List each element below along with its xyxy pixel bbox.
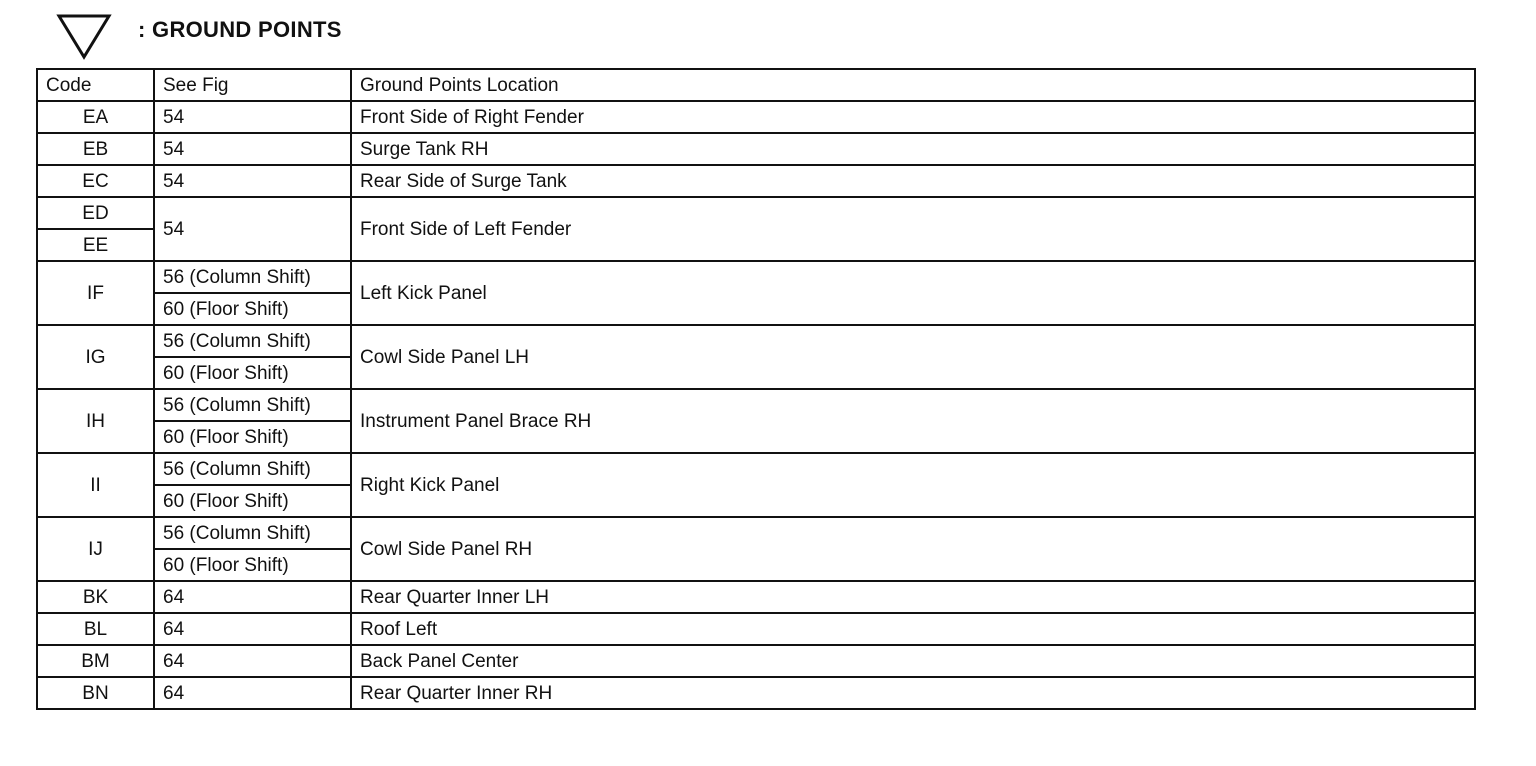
location-cell: Left Kick Panel bbox=[351, 261, 1475, 325]
code-cell: IF bbox=[37, 261, 154, 325]
column-header-see-fig: See Fig bbox=[154, 69, 351, 101]
code-cell: EA bbox=[37, 101, 154, 133]
table-row bbox=[37, 325, 1475, 357]
see-fig-cell: 56 (Column Shift) bbox=[154, 453, 351, 485]
table-row bbox=[37, 389, 1475, 421]
code-cell: EC bbox=[37, 165, 154, 197]
see-fig-cell: 64 bbox=[154, 581, 351, 613]
see-fig-cell: 60 (Floor Shift) bbox=[154, 293, 351, 325]
ground-symbol-icon bbox=[56, 12, 112, 60]
see-fig-cell: 54 bbox=[154, 197, 351, 261]
ground-points-table bbox=[36, 68, 1476, 710]
location-cell: Front Side of Left Fender bbox=[351, 197, 1475, 261]
code-cell: ED bbox=[37, 197, 154, 229]
see-fig-cell: 56 (Column Shift) bbox=[154, 389, 351, 421]
see-fig-cell: 54 bbox=[154, 101, 351, 133]
table-row bbox=[37, 261, 1475, 293]
see-fig-cell: 64 bbox=[154, 677, 351, 709]
code-cell: BK bbox=[37, 581, 154, 613]
location-cell: Rear Quarter Inner RH bbox=[351, 677, 1475, 709]
table-header-row bbox=[37, 69, 1475, 101]
header bbox=[56, 10, 342, 62]
see-fig-cell: 60 (Floor Shift) bbox=[154, 485, 351, 517]
table-row bbox=[37, 453, 1475, 485]
see-fig-cell: 60 (Floor Shift) bbox=[154, 549, 351, 581]
code-cell: BN bbox=[37, 677, 154, 709]
column-header-code: Code bbox=[37, 69, 154, 101]
see-fig-cell: 64 bbox=[154, 645, 351, 677]
table-row bbox=[37, 165, 1475, 197]
table-row bbox=[37, 645, 1475, 677]
table-row bbox=[37, 101, 1475, 133]
table-row bbox=[37, 581, 1475, 613]
see-fig-cell: 54 bbox=[154, 133, 351, 165]
see-fig-cell: 54 bbox=[154, 165, 351, 197]
location-cell: Cowl Side Panel RH bbox=[351, 517, 1475, 581]
page-title: : GROUND POINTS bbox=[138, 17, 342, 42]
location-cell: Rear Side of Surge Tank bbox=[351, 165, 1475, 197]
see-fig-cell: 64 bbox=[154, 613, 351, 645]
code-cell: IG bbox=[37, 325, 154, 389]
column-header-location: Ground Points Location bbox=[351, 69, 1475, 101]
table-row bbox=[37, 517, 1475, 549]
code-cell: II bbox=[37, 453, 154, 517]
table-body bbox=[37, 101, 1475, 709]
see-fig-cell: 60 (Floor Shift) bbox=[154, 421, 351, 453]
location-cell: Front Side of Right Fender bbox=[351, 101, 1475, 133]
location-cell: Back Panel Center bbox=[351, 645, 1475, 677]
see-fig-cell: 56 (Column Shift) bbox=[154, 325, 351, 357]
see-fig-cell: 56 (Column Shift) bbox=[154, 261, 351, 293]
see-fig-cell: 56 (Column Shift) bbox=[154, 517, 351, 549]
location-cell: Cowl Side Panel LH bbox=[351, 325, 1475, 389]
see-fig-cell: 60 (Floor Shift) bbox=[154, 357, 351, 389]
code-cell: BL bbox=[37, 613, 154, 645]
table-row bbox=[37, 677, 1475, 709]
code-cell: BM bbox=[37, 645, 154, 677]
table-row bbox=[37, 613, 1475, 645]
code-cell: IH bbox=[37, 389, 154, 453]
location-cell: Instrument Panel Brace RH bbox=[351, 389, 1475, 453]
location-cell: Right Kick Panel bbox=[351, 453, 1475, 517]
table-row bbox=[37, 133, 1475, 165]
location-cell: Surge Tank RH bbox=[351, 133, 1475, 165]
location-cell: Roof Left bbox=[351, 613, 1475, 645]
table-row bbox=[37, 197, 1475, 229]
code-cell: EE bbox=[37, 229, 154, 261]
code-cell: IJ bbox=[37, 517, 154, 581]
code-cell: EB bbox=[37, 133, 154, 165]
location-cell: Rear Quarter Inner LH bbox=[351, 581, 1475, 613]
